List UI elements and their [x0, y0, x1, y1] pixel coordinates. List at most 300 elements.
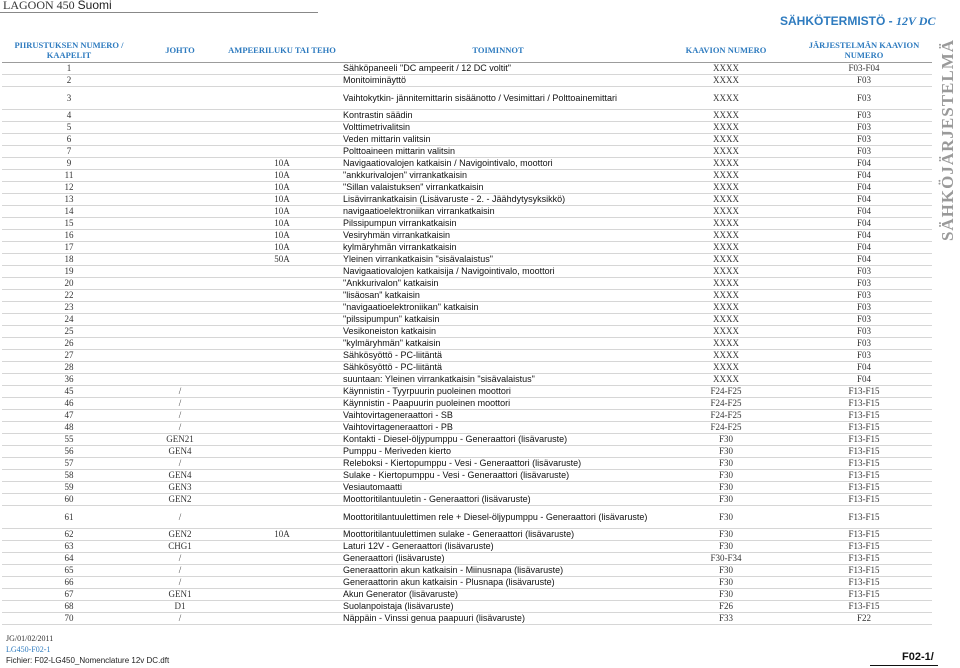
table-row [2, 433, 932, 445]
cell-wire: / [136, 505, 224, 528]
cell-system-diagram-number: F03 [796, 349, 932, 361]
cell-drawing-number: 68 [2, 600, 136, 612]
cell-diagram-number: F33 [656, 612, 796, 624]
cell-amperage [224, 481, 340, 493]
cell-diagram-number: XXXX [656, 325, 796, 337]
table-row [2, 397, 932, 409]
cell-drawing-number: 23 [2, 301, 136, 313]
cell-wire [136, 229, 224, 241]
table-row [2, 62, 932, 74]
cell-diagram-number: XXXX [656, 349, 796, 361]
cell-diagram-number: XXXX [656, 337, 796, 349]
table-row [2, 229, 932, 241]
cell-system-diagram-number: F13-F15 [796, 564, 932, 576]
cell-diagram-number: F30 [656, 588, 796, 600]
cell-wire [136, 313, 224, 325]
cell-wire: GEN2 [136, 528, 224, 540]
side-section-label-text: SÄHKÖJÄRJESTELMÄ [938, 38, 957, 242]
cell-drawing-number: 66 [2, 576, 136, 588]
cell-function: Sulake - Kiertopumppu - Vesi - Generaattori (lisävaruste) [340, 469, 656, 481]
language-label: Suomi [77, 0, 112, 12]
table-row [2, 86, 932, 109]
cell-diagram-number: F30 [656, 576, 796, 588]
cell-drawing-number: 64 [2, 552, 136, 564]
footer-reference: LG450-F02-1 [6, 645, 51, 654]
cell-amperage [224, 325, 340, 337]
cell-drawing-number: 65 [2, 564, 136, 576]
cell-system-diagram-number: F03 [796, 86, 932, 109]
cell-wire [136, 349, 224, 361]
cell-amperage [224, 289, 340, 301]
cell-amperage [224, 313, 340, 325]
cell-function: Moottoritilantuuletin - Generaattori (lisävaruste) [340, 493, 656, 505]
cell-function: "kylmäryhmän" katkaisin [340, 337, 656, 349]
cell-wire: / [136, 397, 224, 409]
footer-date: JG/01/02/2011 [6, 634, 54, 643]
cell-function: Vesikoneiston katkaisin [340, 325, 656, 337]
cell-drawing-number: 57 [2, 457, 136, 469]
cell-amperage [224, 600, 340, 612]
cell-system-diagram-number: F22 [796, 612, 932, 624]
table-row [2, 457, 932, 469]
cell-system-diagram-number: F04 [796, 361, 932, 373]
cell-function: "Sillan valaistuksen" virrankatkaisin [340, 181, 656, 193]
cell-amperage [224, 74, 340, 86]
cell-wire [136, 265, 224, 277]
cell-diagram-number: XXXX [656, 133, 796, 145]
cell-amperage [224, 612, 340, 624]
cell-system-diagram-number: F03 [796, 337, 932, 349]
cell-amperage: 10A [224, 217, 340, 229]
table-row [2, 145, 932, 157]
cell-system-diagram-number: F04 [796, 253, 932, 265]
cell-diagram-number: XXXX [656, 121, 796, 133]
cell-diagram-number: XXXX [656, 373, 796, 385]
table-row [2, 325, 932, 337]
table-row [2, 121, 932, 133]
cell-drawing-number: 25 [2, 325, 136, 337]
cell-diagram-number: F30 [656, 469, 796, 481]
cell-drawing-number: 60 [2, 493, 136, 505]
cell-drawing-number: 56 [2, 445, 136, 457]
cell-wire: / [136, 421, 224, 433]
cell-drawing-number: 12 [2, 181, 136, 193]
table-row [2, 253, 932, 265]
cell-wire [136, 109, 224, 121]
table-row [2, 349, 932, 361]
cell-drawing-number: 14 [2, 205, 136, 217]
cell-wire: GEN2 [136, 493, 224, 505]
cell-system-diagram-number: F04 [796, 157, 932, 169]
cell-drawing-number: 18 [2, 253, 136, 265]
table-row [2, 469, 932, 481]
cell-system-diagram-number: F13-F15 [796, 457, 932, 469]
cell-system-diagram-number: F03 [796, 313, 932, 325]
cell-system-diagram-number: F13-F15 [796, 397, 932, 409]
cell-diagram-number: F24-F25 [656, 397, 796, 409]
cell-system-diagram-number: F03 [796, 109, 932, 121]
cell-amperage [224, 445, 340, 457]
cell-amperage [224, 145, 340, 157]
cell-amperage [224, 457, 340, 469]
cell-function: Vaihtokytkin- jännitemittarin sisäänotto / Vesimittari / Polttoainemittari [340, 86, 656, 109]
cell-drawing-number: 46 [2, 397, 136, 409]
cell-function: kylmäryhmän virrankatkaisin [340, 241, 656, 253]
cell-function: Generaattorin akun katkaisin - Miinusnapa (lisävaruste) [340, 564, 656, 576]
cell-drawing-number: 62 [2, 528, 136, 540]
cell-function: "navigaatioelektroniikan" katkaisin [340, 301, 656, 313]
cell-diagram-number: F24-F25 [656, 409, 796, 421]
cell-diagram-number: F24-F25 [656, 385, 796, 397]
cell-amperage: 10A [224, 193, 340, 205]
cell-wire [136, 133, 224, 145]
cell-function: Pumppu - Meriveden kierto [340, 445, 656, 457]
cell-function: Sähköpaneeli "DC ampeerit / 12 DC voltit" [340, 62, 656, 74]
cell-wire: / [136, 564, 224, 576]
cell-system-diagram-number: F04 [796, 169, 932, 181]
cell-amperage [224, 86, 340, 109]
cell-drawing-number: 13 [2, 193, 136, 205]
cell-amperage [224, 337, 340, 349]
table-row [2, 157, 932, 169]
header-divider [0, 12, 318, 13]
table-row [2, 588, 932, 600]
cell-drawing-number: 6 [2, 133, 136, 145]
cell-drawing-number: 5 [2, 121, 136, 133]
cell-wire: GEN21 [136, 433, 224, 445]
cell-diagram-number: XXXX [656, 157, 796, 169]
cell-diagram-number: F30 [656, 505, 796, 528]
table-row [2, 576, 932, 588]
table-row [2, 493, 932, 505]
table-row [2, 540, 932, 552]
cell-system-diagram-number: F13-F15 [796, 600, 932, 612]
table-row [2, 421, 932, 433]
cell-drawing-number: 67 [2, 588, 136, 600]
cell-wire: CHG1 [136, 540, 224, 552]
cell-system-diagram-number: F13-F15 [796, 469, 932, 481]
cell-system-diagram-number: F03 [796, 301, 932, 313]
column-header-system-diagram-number: JÄRJESTELMÄN KAAVION NUMERO [796, 38, 932, 62]
cell-drawing-number: 9 [2, 157, 136, 169]
cell-function: Navigaatiovalojen katkaisin / Navigointivalo, moottori [340, 157, 656, 169]
cell-wire: GEN3 [136, 481, 224, 493]
cell-wire [136, 301, 224, 313]
cell-system-diagram-number: F13-F15 [796, 493, 932, 505]
cell-system-diagram-number: F13-F15 [796, 528, 932, 540]
cell-system-diagram-number: F03 [796, 133, 932, 145]
cell-amperage [224, 349, 340, 361]
cell-wire: / [136, 612, 224, 624]
cell-diagram-number: F30 [656, 528, 796, 540]
cell-wire [136, 205, 224, 217]
document-title-main: SÄHKÖTERMISTÖ - [780, 14, 896, 28]
cell-drawing-number: 28 [2, 361, 136, 373]
cell-function: "Ankkurivalon" katkaisin [340, 277, 656, 289]
cell-system-diagram-number: F13-F15 [796, 505, 932, 528]
cell-function: Moottoritilantuulettimen sulake - Generaattori (lisävaruste) [340, 528, 656, 540]
cell-diagram-number: F24-F25 [656, 421, 796, 433]
table-row [2, 481, 932, 493]
cell-wire [136, 277, 224, 289]
cell-system-diagram-number: F04 [796, 193, 932, 205]
page-number: F02-1/ [902, 651, 934, 663]
column-header-wire: JOHTO [136, 38, 224, 62]
cell-diagram-number: XXXX [656, 301, 796, 313]
cell-function: Veden mittarin valitsin [340, 133, 656, 145]
cell-system-diagram-number: F13-F15 [796, 588, 932, 600]
cell-diagram-number: F30 [656, 433, 796, 445]
cell-drawing-number: 70 [2, 612, 136, 624]
cell-function: Generaattorin akun katkaisin - Plusnapa (lisävaruste) [340, 576, 656, 588]
cell-wire: / [136, 409, 224, 421]
document-title-voltage: 12V DC [896, 14, 936, 28]
cell-function: Kontrastin säädin [340, 109, 656, 121]
cell-wire [136, 145, 224, 157]
cell-diagram-number: XXXX [656, 193, 796, 205]
cell-system-diagram-number: F03 [796, 277, 932, 289]
cell-wire [136, 289, 224, 301]
cell-diagram-number: XXXX [656, 169, 796, 181]
table-row [2, 385, 932, 397]
cell-wire [136, 193, 224, 205]
cell-amperage [224, 421, 340, 433]
cell-system-diagram-number: F13-F15 [796, 481, 932, 493]
table-row [2, 205, 932, 217]
cell-diagram-number: XXXX [656, 145, 796, 157]
cell-system-diagram-number: F13-F15 [796, 445, 932, 457]
cell-function: Navigaatiovalojen katkaisija / Navigointivalo, moottori [340, 265, 656, 277]
cell-system-diagram-number: F13-F15 [796, 385, 932, 397]
cell-amperage [224, 588, 340, 600]
cell-function: Laturi 12V - Generaattori (lisävaruste) [340, 540, 656, 552]
cell-system-diagram-number: F13-F15 [796, 409, 932, 421]
cell-wire [136, 62, 224, 74]
cell-diagram-number: XXXX [656, 277, 796, 289]
cell-drawing-number: 45 [2, 385, 136, 397]
cell-diagram-number: XXXX [656, 289, 796, 301]
cell-diagram-number: F30 [656, 540, 796, 552]
cell-diagram-number: XXXX [656, 181, 796, 193]
cell-drawing-number: 55 [2, 433, 136, 445]
cell-diagram-number: F30 [656, 481, 796, 493]
cell-drawing-number: 47 [2, 409, 136, 421]
cell-drawing-number: 1 [2, 62, 136, 74]
cell-function: Näppäin - Vinssi genua paapuuri (lisävaruste) [340, 612, 656, 624]
cell-wire [136, 169, 224, 181]
cell-function: Pilssipumpun virrankatkaisin [340, 217, 656, 229]
cell-wire: GEN4 [136, 469, 224, 481]
cell-function: Vesiryhmän virrankatkaisin [340, 229, 656, 241]
cell-drawing-number: 63 [2, 540, 136, 552]
cell-system-diagram-number: F03 [796, 289, 932, 301]
cell-function: Suolanpoistaja (lisävaruste) [340, 600, 656, 612]
cell-amperage [224, 361, 340, 373]
table-header-row [2, 38, 932, 62]
cell-function: Akun Generator (lisävaruste) [340, 588, 656, 600]
cell-drawing-number: 26 [2, 337, 136, 349]
cell-system-diagram-number: F04 [796, 373, 932, 385]
cell-amperage [224, 493, 340, 505]
cell-diagram-number: XXXX [656, 265, 796, 277]
cell-function: Vesiautomaatti [340, 481, 656, 493]
cell-system-diagram-number: F04 [796, 241, 932, 253]
cell-function: Volttimetrivalitsin [340, 121, 656, 133]
cell-drawing-number: 16 [2, 229, 136, 241]
cell-amperage: 10A [224, 205, 340, 217]
cell-diagram-number: XXXX [656, 253, 796, 265]
cell-drawing-number: 58 [2, 469, 136, 481]
cell-wire [136, 325, 224, 337]
table-row [2, 193, 932, 205]
cell-amperage [224, 277, 340, 289]
cell-amperage [224, 505, 340, 528]
table-row [2, 109, 932, 121]
cell-drawing-number: 59 [2, 481, 136, 493]
cell-wire [136, 337, 224, 349]
cell-diagram-number: XXXX [656, 241, 796, 253]
page-header-title [3, 0, 112, 12]
cell-function: Vaihtovirtageneraattori - PB [340, 421, 656, 433]
table-row [2, 612, 932, 624]
cell-wire [136, 241, 224, 253]
cell-system-diagram-number: F03 [796, 121, 932, 133]
cell-system-diagram-number: F04 [796, 205, 932, 217]
footer-divider [870, 665, 938, 666]
cell-diagram-number: XXXX [656, 205, 796, 217]
cell-diagram-number: XXXX [656, 62, 796, 74]
table-row [2, 373, 932, 385]
cell-diagram-number: F30-F34 [656, 552, 796, 564]
cell-drawing-number: 7 [2, 145, 136, 157]
cell-drawing-number: 15 [2, 217, 136, 229]
column-header-diagram-number: KAAVION NUMERO [656, 38, 796, 62]
cell-amperage: 10A [224, 157, 340, 169]
cell-system-diagram-number: F04 [796, 181, 932, 193]
cell-function: navigaatioelektroniikan virrankatkaisin [340, 205, 656, 217]
cell-diagram-number: F30 [656, 445, 796, 457]
cell-function: Releboksi - Kiertopumppu - Vesi - Generaattori (lisävaruste) [340, 457, 656, 469]
cell-wire [136, 361, 224, 373]
table-row [2, 289, 932, 301]
cell-amperage [224, 373, 340, 385]
cell-amperage [224, 469, 340, 481]
cell-diagram-number: XXXX [656, 217, 796, 229]
cell-system-diagram-number: F03 [796, 265, 932, 277]
cell-diagram-number: F30 [656, 493, 796, 505]
table-row [2, 301, 932, 313]
cell-amperage [224, 409, 340, 421]
cell-function: Kontakti - Diesel-öljypumppu - Generaattori (lisävaruste) [340, 433, 656, 445]
cell-amperage [224, 265, 340, 277]
cell-amperage [224, 133, 340, 145]
cell-system-diagram-number: F13-F15 [796, 433, 932, 445]
column-header-drawing-number: PIIRUSTUKSEN NUMERO / KAAPELIT [2, 38, 136, 62]
footer-filename: Fichier: F02-LG450_Nomenclature 12v DC.dft [6, 656, 170, 665]
cell-drawing-number: 22 [2, 289, 136, 301]
cell-system-diagram-number: F04 [796, 229, 932, 241]
cell-amperage [224, 62, 340, 74]
table-row [2, 241, 932, 253]
cell-amperage: 10A [224, 241, 340, 253]
cell-amperage [224, 552, 340, 564]
cell-drawing-number: 3 [2, 86, 136, 109]
side-section-label [936, 40, 960, 240]
table-row [2, 265, 932, 277]
table-row [2, 361, 932, 373]
table-row [2, 600, 932, 612]
table-row [2, 337, 932, 349]
cell-wire [136, 86, 224, 109]
cell-wire [136, 217, 224, 229]
cell-system-diagram-number: F03 [796, 325, 932, 337]
table-row [2, 133, 932, 145]
cell-amperage [224, 576, 340, 588]
cell-function: Moottoritilantuulettimen rele + Diesel-öljypumppu - Generaattori (lisävaruste) [340, 505, 656, 528]
table-row [2, 74, 932, 86]
cell-system-diagram-number: F13-F15 [796, 576, 932, 588]
cell-function: Sähkösyöttö - PC-liitäntä [340, 361, 656, 373]
cell-system-diagram-number: F13-F15 [796, 552, 932, 564]
cell-wire [136, 74, 224, 86]
table-row [2, 277, 932, 289]
cell-drawing-number: 48 [2, 421, 136, 433]
cell-drawing-number: 17 [2, 241, 136, 253]
column-header-function: TOIMINNOT [340, 38, 656, 62]
cell-drawing-number: 11 [2, 169, 136, 181]
cell-function: Käynnistin - Paapuurin puoleinen moottori [340, 397, 656, 409]
cell-function: suuntaan: Yleinen virrankatkaisin "sisävalaistus" [340, 373, 656, 385]
cell-diagram-number: F30 [656, 564, 796, 576]
cell-function: "pilssipumpun" katkaisin [340, 313, 656, 325]
cell-function: Käynnistin - Tyyrpuurin puoleinen moottori [340, 385, 656, 397]
cell-amperage: 10A [224, 181, 340, 193]
cell-drawing-number: 2 [2, 74, 136, 86]
table-row [2, 409, 932, 421]
cell-system-diagram-number: F03-F04 [796, 62, 932, 74]
document-title [780, 14, 940, 29]
cell-diagram-number: XXXX [656, 361, 796, 373]
fuse-table [2, 38, 932, 625]
cell-wire: / [136, 576, 224, 588]
cell-drawing-number: 27 [2, 349, 136, 361]
cell-diagram-number: F30 [656, 457, 796, 469]
cell-drawing-number: 4 [2, 109, 136, 121]
cell-amperage: 10A [224, 169, 340, 181]
cell-function: Yleinen virrankatkaisin "sisävalaistus" [340, 253, 656, 265]
footer-info [6, 633, 169, 666]
cell-amperage: 10A [224, 528, 340, 540]
column-header-amperage: AMPEERILUKU TAI TEHO [224, 38, 340, 62]
cell-amperage [224, 433, 340, 445]
cell-diagram-number: XXXX [656, 313, 796, 325]
cell-function: Monitoiminäyttö [340, 74, 656, 86]
cell-wire: GEN1 [136, 588, 224, 600]
cell-system-diagram-number: F13-F15 [796, 421, 932, 433]
cell-wire: / [136, 457, 224, 469]
table-row [2, 181, 932, 193]
cell-wire: D1 [136, 600, 224, 612]
cell-system-diagram-number: F03 [796, 145, 932, 157]
table-row [2, 217, 932, 229]
table-row [2, 313, 932, 325]
cell-wire [136, 253, 224, 265]
cell-function: Polttoaineen mittarin valitsin [340, 145, 656, 157]
cell-amperage: 50A [224, 253, 340, 265]
cell-wire [136, 181, 224, 193]
cell-diagram-number: XXXX [656, 86, 796, 109]
cell-wire: GEN4 [136, 445, 224, 457]
